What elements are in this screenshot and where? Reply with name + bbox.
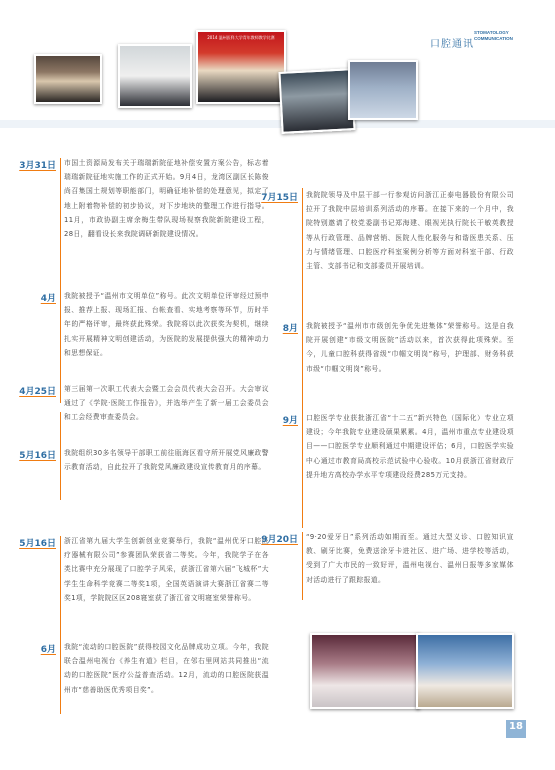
date-label: 8月 <box>282 324 298 334</box>
entry-text: 口腔医学专业获批浙江省“十二五”新兴特色（国际化）专业立项建设；今年我院专业建设硕果累累。4月，温州市重点专业建设项目——口腔医学专业顺利通过中期建设评估；6月，口腔医学实验中心通过市教育局高校示范试验中心验收。10月获浙江省财政厅提升地方高校办学水平专项建设经费285万元支持。 <box>306 414 514 479</box>
timeline-rule-right-upper <box>302 188 303 528</box>
date-label: 5月16日 <box>19 451 56 461</box>
photo-banner-text: 2014 温州医科大学青年教师教学比赛 <box>207 35 275 40</box>
entry-text: 我院院领导及中层干部一行参观访问浙江正泰电器股份有限公司拉开了我院中层培训系列活动的序幕。在接下来的一个月中，我院特别邀请了校党委副书记郑海建、眼视光执行院长干敏英教授等从行政管理、品牌营销、医院人性化服务与和谐医患关系、压力与情绪管理、口腔医疗科室案例分析等方面对科室干部、行政主管、支部书记和支部委员开展培训。 <box>306 191 514 271</box>
entry-text: “9·20爱牙日”系列活动如期而至。通过大型义诊、口腔知识宣教、刷牙比赛，免费送涂牙卡进社区、进广场、进学校等活动，受到了广大市民的一致好评，温州电视台、温州日报等多家媒体对活动进行了跟踪报道。 <box>306 533 514 584</box>
header-photo-lecture <box>278 68 355 134</box>
date-label: 7月15日 <box>261 193 298 203</box>
date-label: 5月16日 <box>19 539 56 549</box>
date-label: 4月25日 <box>19 387 56 397</box>
event-photo-exhibition <box>310 633 420 709</box>
header-photo-meeting <box>118 44 192 108</box>
header-photo-award-ceremony <box>196 30 286 104</box>
entry-text: 我院组织30多名领导干部职工前往瓯海区看守所开展党风廉政警示教育活动，自此拉开了我院党风廉政建设宣传教育月的序幕。 <box>64 449 269 472</box>
header-divider <box>0 120 555 128</box>
section-title: 口腔通讯 <box>430 39 474 50</box>
date-label: 4月 <box>40 294 56 304</box>
date-label: 9月 <box>282 416 298 426</box>
entry-text: 市国土资源局发布关于瑞瑞新院征地补偿安置方案公告，标志着瑞瑞新院征地实施工作的正式开始。9月4日，龙湾区副区长陈俊尚召集国土规划等职能部门，明确征地补偿的处理意见，拟定了地上附着物补偿的初步协议，对下步地块的整理工作进行指导。11月，市政协副主席余梅生带队现场视察我院新院建设工程，28日，翻看设长来我院调研新院建设情况。 <box>64 159 269 239</box>
date-label: 3月31日 <box>19 161 56 171</box>
page-number: 18 <box>509 721 523 732</box>
timeline-rule-left-middle <box>60 412 61 500</box>
date-label: 6月 <box>40 645 56 655</box>
entry-text: 我院被授予“温州市文明单位”称号。此次文明单位评审经过预申报、推荐上报、现场汇报、台帐查看、实地考察等环节，历时半年的严格评审，最终获此殊荣。我院将以此次获奖为契机，继续扎实开展精神文明创建活动，为医院的发展提供强大的精神动力和思想保证。 <box>64 292 269 357</box>
timeline-rule-right-lower <box>302 532 303 600</box>
section-subtitle-line-1: STOMATOLOGY <box>474 30 509 35</box>
entry-text: 我院“流动的口腔医院”获得校园文化品牌成功立项。今年，我院联合温州电视台《养生有道》栏目，在邻右里网站共同推出“流动的口腔医院”医疗公益普查活动。12月，流动的口腔医院获温州市“慈善助医优秀项目奖”。 <box>64 643 269 694</box>
header-photo-auditorium <box>34 54 102 104</box>
section-subtitle <box>474 30 513 41</box>
section-subtitle-line-2: COMMUNICATION <box>474 35 513 41</box>
event-photo-dental-day <box>416 633 514 709</box>
header-photo-stage <box>348 60 418 120</box>
date-label: 9月20日 <box>261 535 298 545</box>
entry-text: 浙江省第九届大学生创新创业竞赛举行，我院“温州优牙口腔医疗器械有限公司”参赛团队荣获省二等奖。今年，我院学子在各类比赛中充分展现了口腔学子风采，获浙江省第六届“飞城杯”大学生生命科学竞赛二等奖1项，全国英语演讲大赛浙江省赛二等奖1项，学院院区区208寝室获了浙江省文明寝室荣誉称号。 <box>64 537 269 602</box>
timeline-rule-left-upper <box>60 158 61 403</box>
entry-text: 我院被授予“温州市市级创先争优先进集体”荣誉称号。这是自我院开展创建“市级文明医院”活动以来，首次获得此项殊荣。至今，儿童口腔科获得省级“巾帼文明岗”称号，护理部、财务科获市级“巾帼文明岗”称号。 <box>306 322 514 373</box>
timeline-rule-left-lower <box>60 536 61 714</box>
entry-text: 第三届第一次职工代表大会暨工会会员代表大会召开。大会审议通过了《学院·医院工作报告》，并选举产生了新一届工会委员会和工会经费审查委员会。 <box>64 385 269 422</box>
